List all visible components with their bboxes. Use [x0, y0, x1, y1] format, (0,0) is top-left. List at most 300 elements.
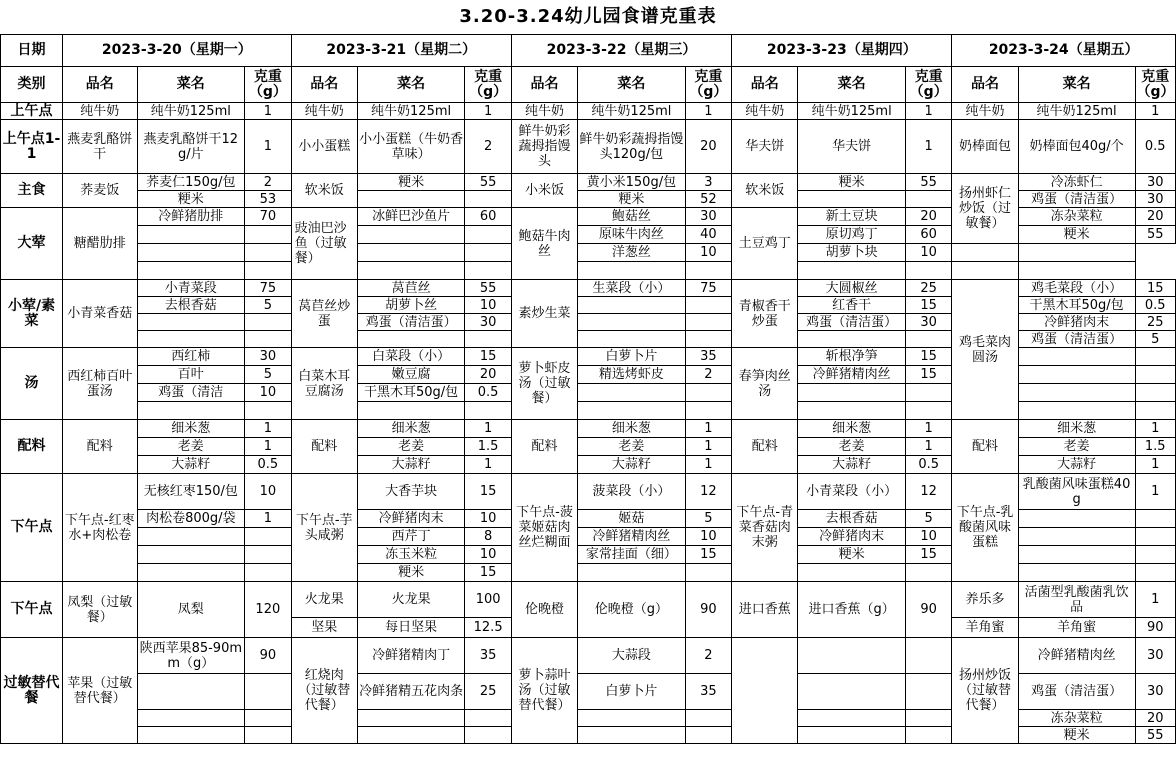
ingredient: 西芹丁	[357, 528, 465, 546]
ingredient: 鸡蛋（清洁蛋）	[1018, 191, 1135, 208]
header-keizhong: 克重（g）	[1135, 67, 1175, 103]
ingredient	[137, 528, 245, 546]
ingredient: 冷鲜猪精肉丁	[357, 638, 465, 674]
header-pinming: 品名	[732, 67, 798, 103]
ingredient: 细米葱	[357, 420, 465, 438]
ingredient: 大蒜籽	[798, 456, 906, 474]
ingredient: 去根香菇	[137, 297, 245, 314]
ingredient: 老姜	[137, 438, 245, 456]
ingredient	[137, 402, 245, 420]
weight: 90	[685, 582, 732, 638]
ingredient	[578, 564, 686, 582]
ingredient: 细米葱	[798, 420, 906, 438]
dish-name: 羊角蜜	[952, 618, 1018, 638]
weight	[465, 331, 512, 348]
weight: 1	[685, 103, 732, 120]
header-caiming: 菜名	[137, 67, 245, 103]
dish-name: 养乐多	[952, 582, 1018, 618]
header-keizhong: 克重（g）	[245, 67, 292, 103]
ingredient: 细米葱	[1018, 420, 1135, 438]
weight: 3	[685, 174, 732, 191]
weight: 90	[905, 582, 952, 638]
ingredient: 姬菇	[578, 510, 686, 528]
weight: 52	[685, 191, 732, 208]
ingredient: 鲍菇丝	[578, 208, 686, 226]
ingredient: 干黑木耳50g/包	[1018, 297, 1135, 314]
ingredient	[798, 191, 906, 208]
ingredient: 冷鲜猪精肉丝	[1018, 638, 1135, 674]
weight: 1	[1135, 456, 1175, 474]
weight: 20	[1135, 710, 1175, 727]
weight: 60	[465, 208, 512, 226]
weight: 1.5	[1135, 438, 1175, 456]
dish-name: 萝卜蒜叶汤（过敏替代餐）	[511, 638, 577, 744]
ingredient	[1018, 528, 1135, 546]
weight: 1	[905, 103, 952, 120]
dish-name: 坚果	[291, 618, 357, 638]
dish-name: 奶棒面包	[952, 120, 1018, 174]
weight: 1	[905, 438, 952, 456]
weight	[905, 710, 952, 727]
ingredient: 鸡蛋（清洁蛋）	[357, 314, 465, 331]
weight: 60	[905, 226, 952, 244]
ingredient	[1018, 546, 1135, 564]
ingredient	[798, 402, 906, 420]
weight: 10	[465, 297, 512, 314]
weight: 55	[1135, 226, 1175, 244]
ingredient: 肉松卷800g/袋	[137, 510, 245, 528]
category-label: 主食	[1, 174, 63, 208]
ingredient: 原切鸡丁	[798, 226, 906, 244]
ingredient: 鸡蛋（清洁	[137, 384, 245, 402]
weight	[245, 226, 292, 244]
dish-name: 红烧肉（过敏替代餐）	[291, 638, 357, 744]
ingredient: 粳米	[1018, 226, 1135, 244]
weight	[1135, 528, 1175, 546]
weight	[245, 528, 292, 546]
dish-name: 小小蛋糕	[291, 120, 357, 174]
ingredient: 干黑木耳50g/包	[357, 384, 465, 402]
weight: 15	[905, 348, 952, 366]
weight: 10	[245, 474, 292, 510]
weight	[465, 226, 512, 244]
weight	[685, 314, 732, 331]
ingredient	[798, 262, 906, 280]
dish-name: 纯牛奶	[63, 103, 137, 120]
ingredient: 鸡毛菜段（小）	[1018, 280, 1135, 297]
weight: 35	[465, 638, 512, 674]
weight	[685, 297, 732, 314]
ingredient: 鸡蛋（清洁蛋）	[1018, 331, 1135, 348]
weight: 25	[465, 674, 512, 710]
weight: 2	[685, 366, 732, 384]
dish-name: 配料	[291, 420, 357, 474]
dish-name: 配料	[732, 420, 798, 474]
weight: 2	[465, 120, 512, 174]
weight: 35	[685, 348, 732, 366]
ingredient	[357, 331, 465, 348]
ingredient: 菠菜段（小）	[578, 474, 686, 510]
day-header: 2023-3-23（星期四）	[732, 35, 952, 67]
ingredient: 冷鲜猪精五花肉条	[357, 674, 465, 710]
ingredient: 大蒜籽	[357, 456, 465, 474]
weight: 30	[245, 348, 292, 366]
weight: 55	[905, 174, 952, 191]
day-header: 2023-3-20（星期一）	[63, 35, 292, 67]
weight: 100	[465, 582, 512, 618]
header-pinming: 品名	[511, 67, 577, 103]
ingredient	[357, 727, 465, 744]
weight	[245, 674, 292, 710]
weight: 10	[905, 244, 952, 262]
ingredient: 原味牛肉丝	[578, 226, 686, 244]
ingredient	[1018, 510, 1135, 528]
dish-name: 土豆鸡丁	[732, 208, 798, 280]
ingredient	[137, 564, 245, 582]
ingredient: 冷鲜猪肉末	[357, 510, 465, 528]
ingredient: 洋葱丝	[578, 244, 686, 262]
ingredient	[357, 710, 465, 727]
ingredient: 胡萝卜丝	[357, 297, 465, 314]
ingredient: 细米葱	[578, 420, 686, 438]
ingredient	[578, 402, 686, 420]
weight: 20	[685, 120, 732, 174]
ingredient	[357, 226, 465, 244]
dish-name: 萝卜虾皮汤（过敏餐）	[511, 348, 577, 420]
header-caiming: 菜名	[578, 67, 686, 103]
weight	[905, 191, 952, 208]
ingredient: 鲜牛奶彩蔬拇指馒头120g/包	[578, 120, 686, 174]
weight: 30	[905, 314, 952, 331]
weight	[245, 564, 292, 582]
ingredient	[1018, 384, 1135, 402]
ingredient: 西红柿	[137, 348, 245, 366]
ingredient: 凤梨	[137, 582, 245, 638]
ingredient	[357, 402, 465, 420]
ingredient: 胡萝卜块	[798, 244, 906, 262]
weight: 20	[465, 366, 512, 384]
weight: 8	[465, 528, 512, 546]
weight	[685, 262, 732, 280]
ingredient	[578, 710, 686, 727]
weight: 30	[465, 314, 512, 331]
dish-name: 火龙果	[291, 582, 357, 618]
weight: 5	[1135, 331, 1175, 348]
ingredient	[137, 710, 245, 727]
ingredient	[1018, 564, 1135, 582]
ingredient	[137, 226, 245, 244]
dish-name: 配料	[63, 420, 137, 474]
ingredient: 冰鲜巴沙鱼片	[357, 208, 465, 226]
weight: 10	[465, 510, 512, 528]
ingredient	[952, 244, 1018, 262]
weight: 30	[1135, 674, 1175, 710]
ingredient: 细米葱	[137, 420, 245, 438]
weight	[685, 710, 732, 727]
ingredient	[952, 262, 1018, 280]
weight	[905, 384, 952, 402]
weight: 15	[1135, 280, 1175, 297]
weight	[1135, 348, 1175, 366]
ingredient: 白萝卜片	[578, 674, 686, 710]
weight: 1	[245, 420, 292, 438]
ingredient: 百叶	[137, 366, 245, 384]
dish-name: 小青菜香菇	[63, 280, 137, 348]
weight: 55	[1135, 727, 1175, 744]
dish-name: 莴苣丝炒蛋	[291, 280, 357, 348]
weight: 1	[1135, 420, 1175, 438]
weight: 75	[245, 280, 292, 297]
ingredient: 纯牛奶125ml	[137, 103, 245, 120]
dish-name: 下午点-红枣水+肉松卷	[63, 474, 137, 582]
ingredient: 华夫饼	[798, 120, 906, 174]
weight: 120	[245, 582, 292, 638]
header-pinming: 品名	[952, 67, 1018, 103]
weight: 2	[685, 638, 732, 674]
header-pinming: 品名	[63, 67, 137, 103]
ingredient	[1018, 402, 1135, 420]
weight: 15	[465, 564, 512, 582]
weight: 30	[1135, 191, 1175, 208]
weight: 30	[685, 208, 732, 226]
dish-name: 鲜牛奶彩蔬拇指馒头	[511, 120, 577, 174]
ingredient: 活菌型乳酸菌乳饮品	[1018, 582, 1135, 618]
ingredient: 莴苣丝	[357, 280, 465, 297]
header-date: 日期	[1, 35, 63, 67]
weight	[1135, 546, 1175, 564]
weight: 15	[905, 297, 952, 314]
weight: 0.5	[465, 384, 512, 402]
weight: 5	[245, 297, 292, 314]
weight: 10	[245, 384, 292, 402]
weight: 1	[1135, 474, 1175, 510]
day-header: 2023-3-24（星期五）	[952, 35, 1176, 67]
ingredient: 纯牛奶125ml	[798, 103, 906, 120]
ingredient	[798, 727, 906, 744]
ingredient: 冷鲜猪精肉丝	[798, 366, 906, 384]
category-label: 小荤/素菜	[1, 280, 63, 348]
weight: 10	[685, 244, 732, 262]
weight: 1	[1135, 103, 1175, 120]
ingredient	[578, 262, 686, 280]
dish-name: 扬州虾仁炒饭（过敏餐）	[952, 174, 1018, 244]
dish-name: 苹果（过敏替代餐）	[63, 638, 137, 744]
ingredient	[357, 262, 465, 280]
weight: 25	[905, 280, 952, 297]
ingredient: 老姜	[798, 438, 906, 456]
ingredient	[137, 727, 245, 744]
ingredient: 粳米	[137, 191, 245, 208]
ingredient: 奶棒面包40g/个	[1018, 120, 1135, 174]
weight	[245, 244, 292, 262]
dish-name: 下午点-乳酸菌风味蛋糕	[952, 474, 1018, 582]
weight: 40	[685, 226, 732, 244]
ingredient: 白萝卜片	[578, 348, 686, 366]
weight	[685, 564, 732, 582]
weight	[465, 402, 512, 420]
weight	[245, 402, 292, 420]
ingredient: 火龙果	[357, 582, 465, 618]
weight: 53	[245, 191, 292, 208]
ingredient	[798, 384, 906, 402]
day-header: 2023-3-21（星期二）	[291, 35, 511, 67]
weight	[905, 564, 952, 582]
header-keizhong: 克重（g）	[685, 67, 732, 103]
header-category: 类别	[1, 67, 63, 103]
ingredient: 冷鲜猪精肉丝	[578, 528, 686, 546]
weight	[465, 710, 512, 727]
ingredient: 嫩豆腐	[357, 366, 465, 384]
ingredient: 小青菜段	[137, 280, 245, 297]
weight	[245, 727, 292, 744]
ingredient: 冷冻虾仁	[1018, 174, 1135, 191]
weight	[1135, 564, 1175, 582]
ingredient: 鸡蛋（清洁蛋）	[1018, 674, 1135, 710]
ingredient: 粳米	[357, 564, 465, 582]
ingredient	[137, 331, 245, 348]
ingredient	[578, 314, 686, 331]
weight: 90	[1135, 618, 1175, 638]
weight: 1	[685, 420, 732, 438]
weight: 10	[465, 546, 512, 564]
ingredient: 鸡蛋（清洁蛋）	[798, 314, 906, 331]
ingredient: 小小蛋糕（牛奶香草味）	[357, 120, 465, 174]
weight	[1135, 384, 1175, 402]
ingredient: 伦晚橙（g）	[578, 582, 686, 638]
weight: 15	[905, 366, 952, 384]
menu-table	[0, 34, 1176, 744]
dish-name: 配料	[952, 420, 1018, 474]
weight: 0.5	[245, 456, 292, 474]
weight	[245, 262, 292, 280]
ingredient: 新土豆块	[798, 208, 906, 226]
ingredient: 纯牛奶125ml	[1018, 103, 1135, 120]
weight: 90	[245, 638, 292, 674]
weight	[245, 331, 292, 348]
ingredient: 白菜段（小）	[357, 348, 465, 366]
dish-name: 凤梨（过敏餐）	[63, 582, 137, 638]
ingredient: 大香芋块	[357, 474, 465, 510]
weight: 1	[245, 438, 292, 456]
dish-name: 豉油巴沙鱼（过敏餐）	[291, 208, 357, 280]
weight	[905, 262, 952, 280]
weight	[1018, 244, 1135, 262]
weight: 1	[685, 438, 732, 456]
ingredient: 冻杂菜粒	[1018, 710, 1135, 727]
header-pinming: 品名	[291, 67, 357, 103]
dish-name: 西红柿百叶蛋汤	[63, 348, 137, 420]
weight: 1	[245, 103, 292, 120]
ingredient: 陕西苹果85-90mm（g）	[137, 638, 245, 674]
dish-name: 糖醋肋排	[63, 208, 137, 280]
weight	[1018, 262, 1135, 280]
weight	[905, 638, 952, 674]
category-label: 上午点1-1	[1, 120, 63, 174]
header-keizhong: 克重（g）	[905, 67, 952, 103]
ingredient	[357, 191, 465, 208]
header-caiming: 菜名	[1018, 67, 1135, 103]
ingredient: 荞麦仁150g/包	[137, 174, 245, 191]
ingredient: 红香干	[798, 297, 906, 314]
weight: 70	[245, 208, 292, 226]
weight	[905, 402, 952, 420]
weight: 12	[905, 474, 952, 510]
weight: 55	[465, 280, 512, 297]
weight: 1	[245, 120, 292, 174]
weight: 5	[685, 510, 732, 528]
category-label: 大荤	[1, 208, 63, 280]
category-label: 下午点	[1, 474, 63, 582]
ingredient: 大圆椒丝	[798, 280, 906, 297]
weight: 20	[905, 208, 952, 226]
weight: 0.5	[1135, 297, 1175, 314]
weight	[1135, 402, 1175, 420]
weight: 12	[685, 474, 732, 510]
weight: 15	[465, 348, 512, 366]
weight	[905, 331, 952, 348]
weight	[1135, 510, 1175, 528]
weight: 30	[1135, 174, 1175, 191]
header-caiming: 菜名	[798, 67, 906, 103]
ingredient	[798, 638, 906, 674]
weight: 55	[465, 174, 512, 191]
ingredient: 进口香蕉（g）	[798, 582, 906, 638]
dish-name: 下午点-青菜香菇肉末粥	[732, 474, 798, 582]
ingredient: 粳米	[798, 174, 906, 191]
category-label: 汤	[1, 348, 63, 420]
weight	[465, 727, 512, 744]
weight: 25	[1135, 314, 1175, 331]
dish-name: 素炒生菜	[511, 280, 577, 348]
weight	[685, 727, 732, 744]
weight: 15	[685, 546, 732, 564]
ingredient: 纯牛奶125ml	[578, 103, 686, 120]
weight: 35	[685, 674, 732, 710]
dish-name: 白菜木耳豆腐汤	[291, 348, 357, 420]
dish-name: 下午点-芋头咸粥	[291, 474, 357, 582]
weight: 0.5	[905, 456, 952, 474]
weight: 1	[905, 420, 952, 438]
weight: 30	[1135, 638, 1175, 674]
weight: 5	[245, 366, 292, 384]
ingredient: 大蒜籽	[137, 456, 245, 474]
ingredient: 精选烤虾皮	[578, 366, 686, 384]
dish-name: 软米饭	[732, 174, 798, 208]
ingredient: 无核红枣150/包	[137, 474, 245, 510]
ingredient: 斩根净笋	[798, 348, 906, 366]
ingredient	[578, 297, 686, 314]
ingredient	[578, 331, 686, 348]
weight	[685, 402, 732, 420]
weight	[465, 191, 512, 208]
dish-name: 鲍菇牛肉丝	[511, 208, 577, 280]
ingredient	[137, 314, 245, 331]
ingredient	[798, 710, 906, 727]
weight	[905, 727, 952, 744]
dish-name: 燕麦乳酪饼干	[63, 120, 137, 174]
category-label: 上午点	[1, 103, 63, 120]
ingredient	[357, 244, 465, 262]
weight: 1	[465, 103, 512, 120]
ingredient: 去根香菇	[798, 510, 906, 528]
weight	[685, 331, 732, 348]
ingredient	[137, 244, 245, 262]
weight: 1	[685, 456, 732, 474]
dish-name: 软米饭	[291, 174, 357, 208]
dish-name: 配料	[511, 420, 577, 474]
ingredient	[137, 674, 245, 710]
dish-name: 纯牛奶	[732, 103, 798, 120]
